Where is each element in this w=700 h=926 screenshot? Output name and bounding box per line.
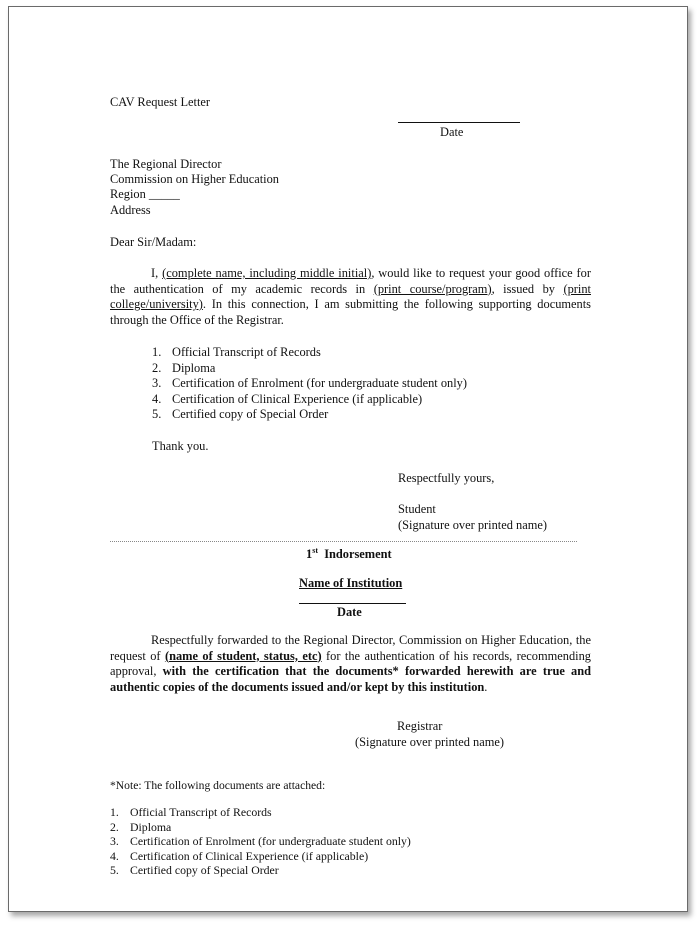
section-divider bbox=[110, 541, 577, 542]
indorsement-text-3: . bbox=[484, 679, 488, 694]
indorsement-date-line bbox=[299, 603, 406, 604]
name-field: (complete name, including middle initial) bbox=[162, 266, 372, 280]
addressee-line-4: Address bbox=[110, 203, 151, 217]
salutation: Dear Sir/Madam: bbox=[110, 235, 197, 249]
body-text-1: I, bbox=[151, 266, 163, 280]
indorsement-text-1: Respectfully forwarded to the Regional Director, Commission on Higher Education, the request of bbox=[110, 633, 591, 663]
certification-statement: with the certification that the documents* forwarded herewith are true and authentic copies of the documents issued and/or kept by this institution bbox=[110, 664, 592, 694]
attached-documents-note: *Note: The following documents are attached: bbox=[110, 779, 326, 792]
document-page bbox=[8, 6, 688, 912]
indorsement-heading: 1st Indorsement bbox=[306, 545, 392, 561]
thanks-text: Thank you. bbox=[152, 439, 209, 453]
list-item: 3. Certification of Enrolment (for undergraduate student only) bbox=[152, 376, 467, 390]
addressee-line-2: Commission on Higher Education bbox=[110, 172, 279, 186]
attached-document-list bbox=[110, 805, 411, 878]
body-text-2: , would like to request your good office for the authentication of my academic records in bbox=[110, 266, 591, 296]
list-item: 5. Certified copy of Special Order bbox=[110, 863, 279, 878]
closing: Respectfully yours, bbox=[398, 471, 495, 485]
body-text-3: , issued by bbox=[491, 281, 564, 296]
list-item: 1. Official Transcript of Records bbox=[152, 345, 321, 359]
registrar-signer: Registrar bbox=[397, 719, 443, 733]
student-field: (name of student, status, etc) bbox=[164, 648, 322, 663]
list-item: 2. Diploma bbox=[110, 819, 172, 834]
list-item: 3. Certification of Enrolment (for undergraduate student only) bbox=[110, 834, 411, 849]
indorsement-date-label: Date bbox=[337, 605, 362, 619]
date-signature-line bbox=[398, 122, 520, 123]
list-item: 4. Certification of Clinical Experience (if applicable) bbox=[152, 391, 423, 406]
institution-name: Name of Institution bbox=[299, 576, 403, 590]
student-signer: Student bbox=[398, 502, 436, 516]
registrar-signature-note: (Signature over printed name) bbox=[355, 735, 504, 749]
document-list bbox=[152, 345, 467, 423]
letter-title: CAV Request Letter bbox=[110, 95, 211, 109]
request-paragraph bbox=[110, 266, 591, 328]
list-item: 5. Certified copy of Special Order bbox=[152, 407, 329, 421]
indorsement-text-2: for the authentication of his records, recommending approval, bbox=[110, 648, 591, 678]
list-item: 1. Official Transcript of Records bbox=[110, 805, 272, 819]
addressee-line-3: Region _____ bbox=[110, 187, 180, 201]
date-label: Date bbox=[440, 125, 464, 139]
course-field: (print course/program) bbox=[373, 281, 492, 296]
indorsement-paragraph bbox=[110, 633, 591, 695]
college-field: (print college/university) bbox=[110, 281, 591, 311]
student-signature-note: (Signature over printed name) bbox=[398, 518, 547, 532]
list-item: 4. Certification of Clinical Experience (if applicable) bbox=[110, 848, 369, 863]
body-text-4: . In this connection, I am submitting the following supporting documents through the Office of the Registrar. bbox=[110, 297, 591, 327]
list-item: 2. Diploma bbox=[152, 360, 216, 375]
addressee-line-1: The Regional Director bbox=[110, 157, 222, 171]
